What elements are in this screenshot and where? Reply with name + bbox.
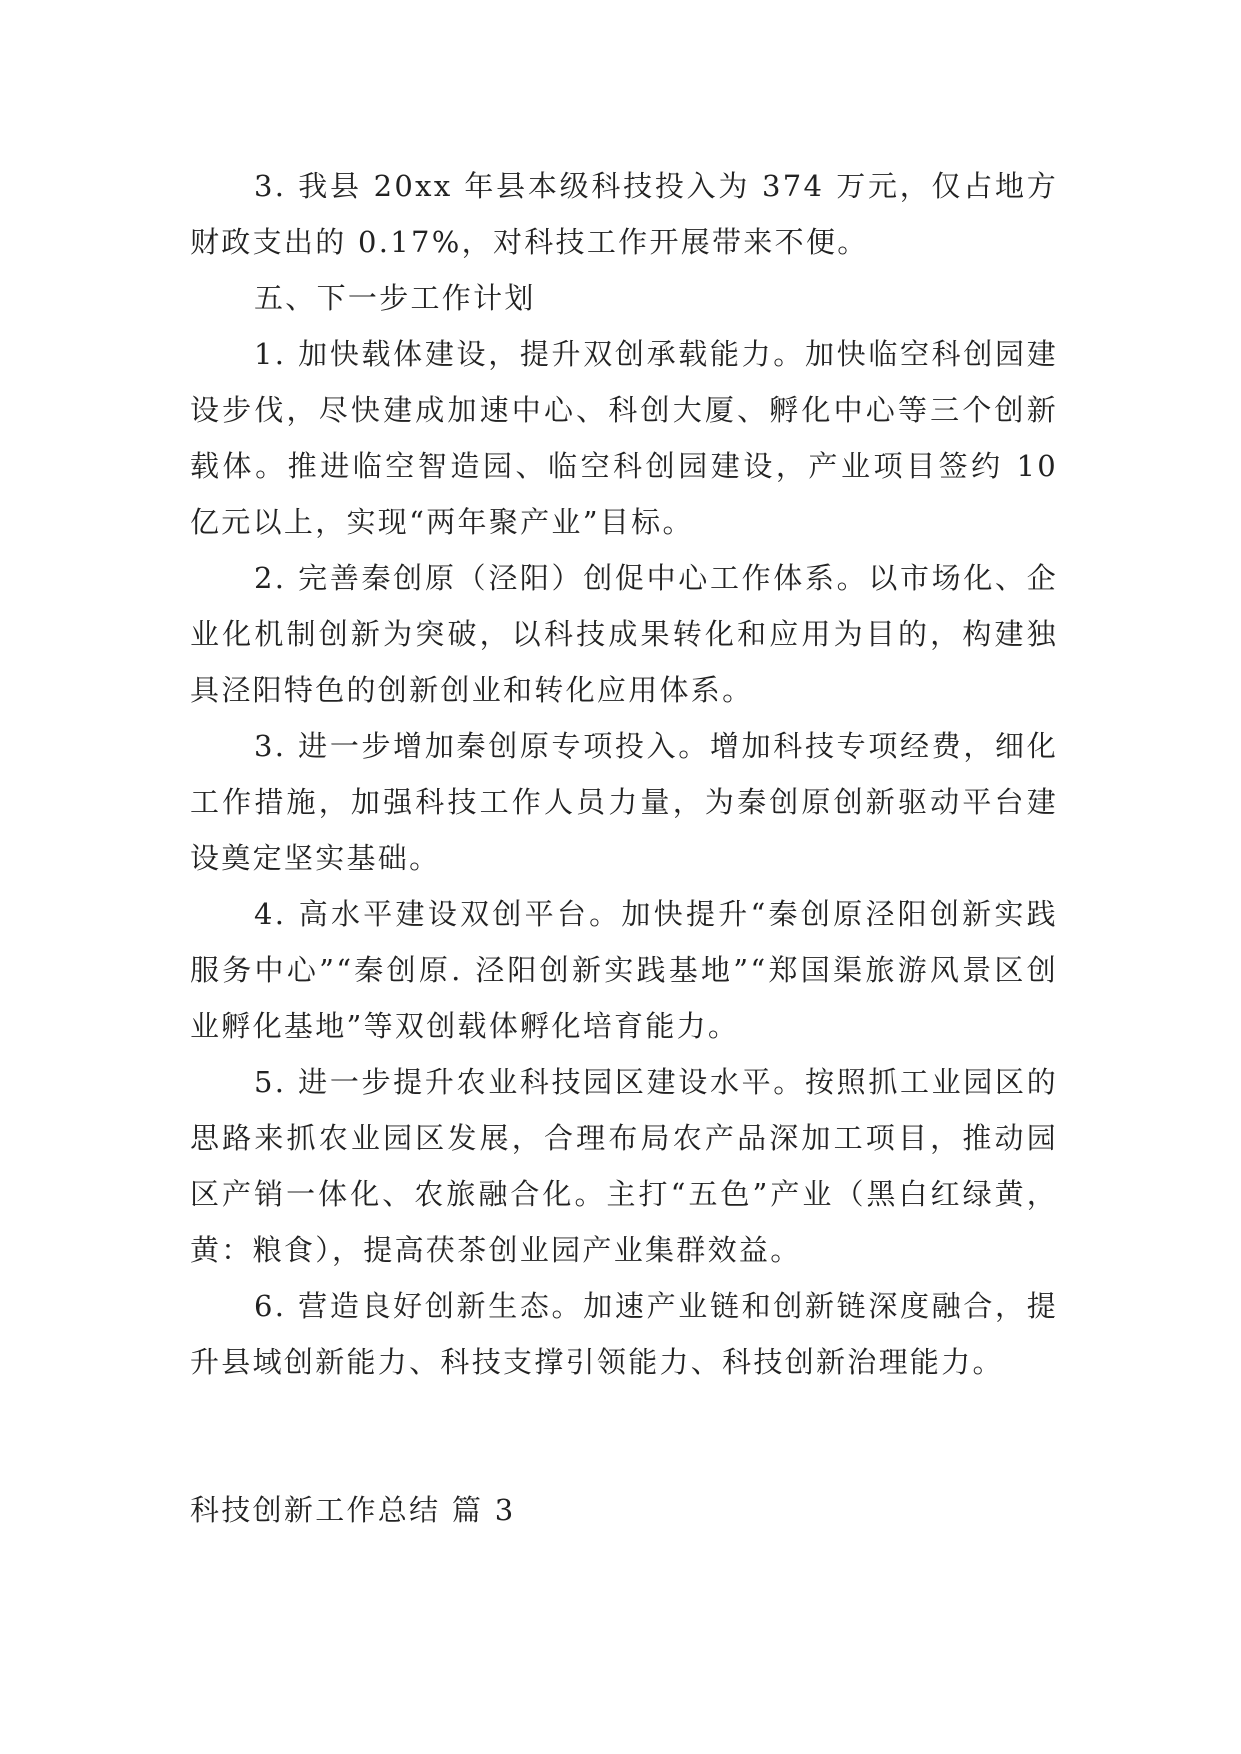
section-title: 科技创新工作总结 篇 3 [190, 1493, 516, 1527]
paragraph-plan-5: 5. 进一步提升农业科技园区建设水平。按照抓工业园区的思路来抓农业园区发展，合理布局农产品深加工项目，推动园区产销一体化、农旅融合化。主打“五色”产业（黑白红绿黄，黄：粮食），提高茯茶创业园产业集群效益。 [190, 1065, 1058, 1267]
paragraph-plan-4: 4. 高水平建设双创平台。加快提升“秦创原泾阳创新实践服务中心”“秦创原. 泾阳创新实践基地”“郑国渠旅游风景区创业孵化基地”等双创载体孵化培育能力。 [190, 897, 1058, 1043]
paragraph-plan-2: 2. 完善秦创原（泾阳）创促中心工作体系。以市场化、企业化机制创新为突破，以科技成果转化和应用为目的，构建独具泾阳特色的创新创业和转化应用体系。 [190, 561, 1058, 707]
heading-next-plan: 五、下一步工作计划 [254, 281, 536, 315]
paragraph-plan-6: 6. 营造良好创新生态。加速产业链和创新链深度融合，提升县域创新能力、科技支撑引领能力、科技创新治理能力。 [190, 1289, 1058, 1379]
paragraph-funding-issue: 3. 我县 20xx 年县本级科技投入为 374 万元，仅占地方财政支出的 0.17%，对科技工作开展带来不便。 [190, 169, 1058, 259]
document-body [190, 158, 1058, 1390]
paragraph-plan-3: 3. 进一步增加秦创原专项投入。增加科技专项经费，细化工作措施，加强科技工作人员力量，为秦创原创新驱动平台建设奠定坚实基础。 [190, 729, 1058, 875]
paragraph-plan-1: 1. 加快载体建设，提升双创承载能力。加快临空科创园建设步伐，尽快建成加速中心、科创大厦、孵化中心等三个创新载体。推进临空智造园、临空科创园建设，产业项目签约 10 亿元以上，实现“两年聚产业”目标。 [190, 337, 1058, 539]
